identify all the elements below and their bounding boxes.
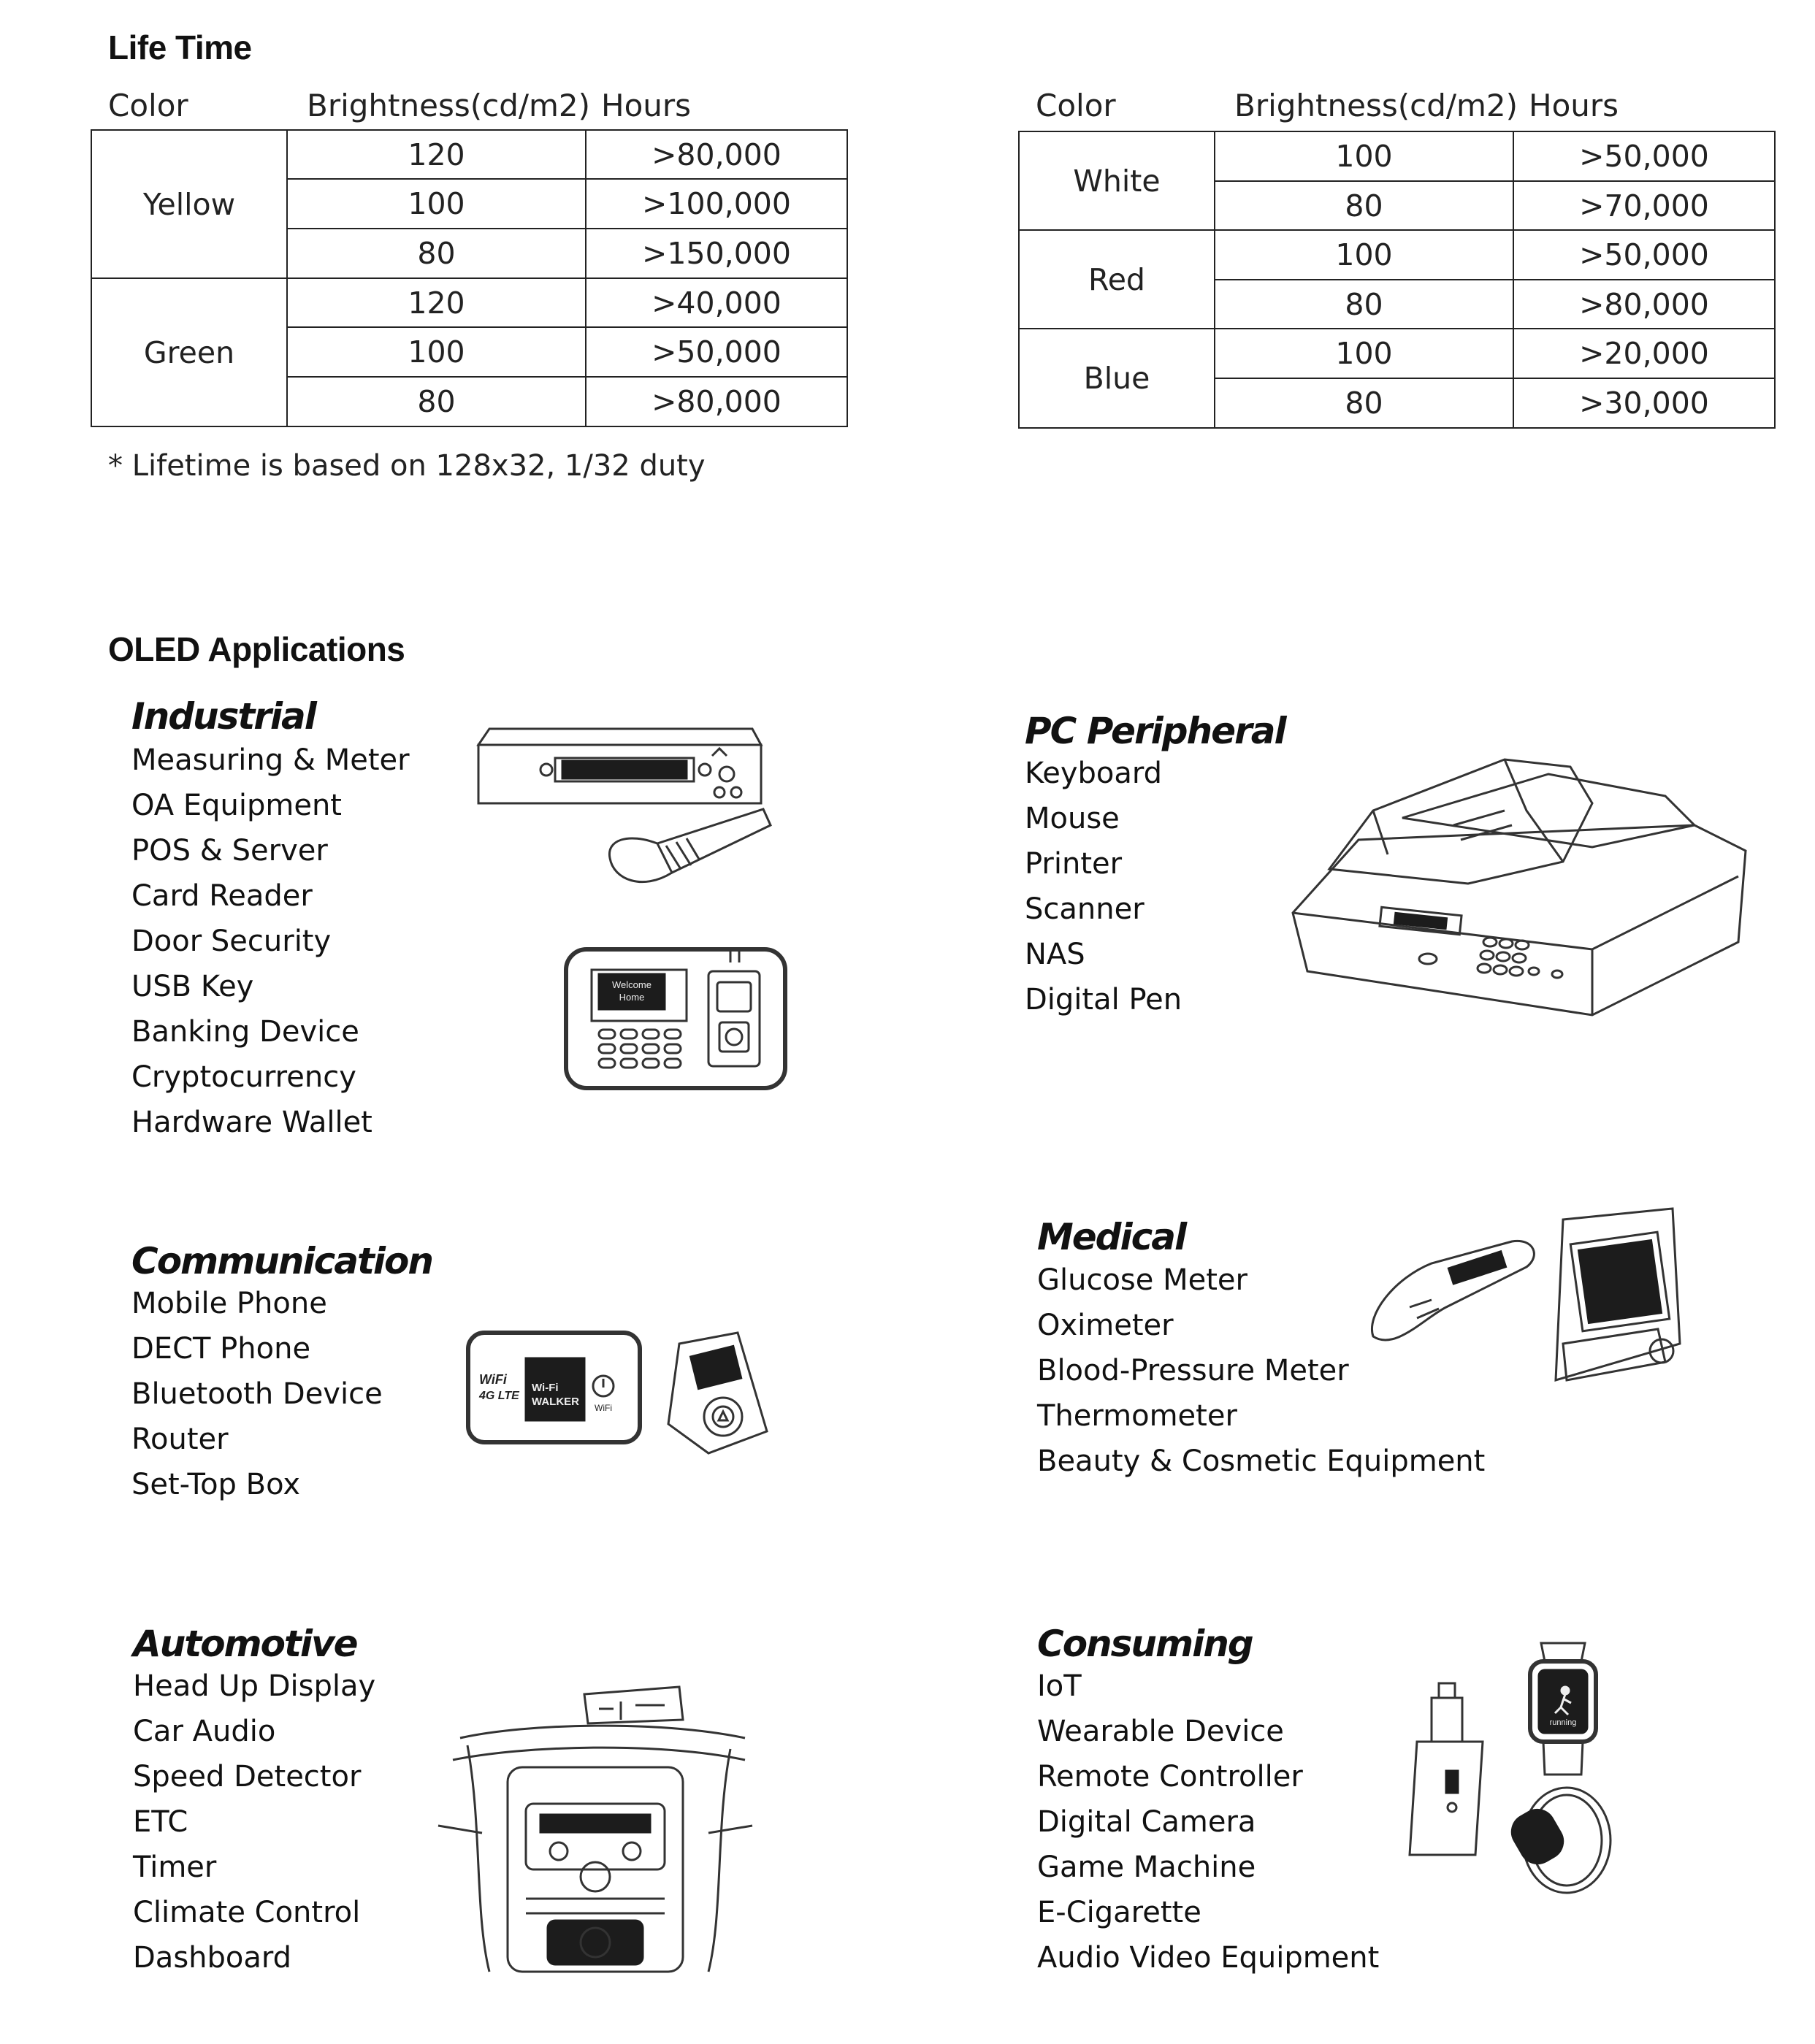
- list-item: Router: [131, 1423, 229, 1456]
- car-dashboard-illustration: [438, 1680, 752, 1979]
- attendance-screen-line2: Home: [619, 992, 645, 1003]
- list-item: Glucose Meter: [1037, 1263, 1247, 1297]
- fitness-band-illustration: [1497, 1782, 1614, 1899]
- table-row: [91, 278, 847, 327]
- hours-cell: >50,000: [1513, 131, 1775, 181]
- list-item: Digital Pen: [1025, 983, 1182, 1017]
- hours-cell: >50,000: [586, 327, 847, 377]
- list-item: Banking Device: [131, 1015, 359, 1049]
- list-item: Car Audio: [133, 1715, 276, 1748]
- brightness-cell: 80: [287, 377, 586, 426]
- left-header-hours: Hours: [601, 88, 692, 123]
- attendance-screen-line1: Welcome: [612, 979, 652, 990]
- hours-cell: >150,000: [586, 229, 847, 278]
- scanner-illustration: [1285, 730, 1753, 1022]
- list-item: Head Up Display: [133, 1669, 376, 1703]
- applications-title: OLED Applications: [108, 630, 405, 668]
- list-item: Audio Video Equipment: [1037, 1941, 1380, 1975]
- color-cell: Green: [91, 278, 287, 426]
- wireless-microphone-illustration: [475, 723, 789, 906]
- brightness-cell: 100: [1215, 329, 1513, 378]
- watch-screen-label: running: [1549, 1718, 1577, 1727]
- hours-cell: >70,000: [1513, 181, 1775, 230]
- communication-list: [131, 1281, 383, 1507]
- category-consuming: Consuming: [1037, 1623, 1253, 1665]
- brightness-cell: 120: [287, 278, 586, 327]
- list-item: IoT: [1037, 1669, 1082, 1703]
- lifetime-note: * Lifetime is based on 128x32, 1/32 duty: [108, 449, 706, 483]
- oximeter-illustration: [1534, 1205, 1687, 1395]
- lifetime-table-right: [1018, 131, 1776, 429]
- list-item: Hardware Wallet: [131, 1106, 372, 1139]
- category-pc-peripheral: PC Peripheral: [1025, 710, 1285, 752]
- hours-cell: >20,000: [1513, 329, 1775, 378]
- list-item: Set-Top Box: [131, 1468, 301, 1501]
- list-item: Bluetooth Device: [131, 1377, 383, 1411]
- color-cell: Blue: [1019, 329, 1215, 428]
- brightness-cell: 100: [287, 179, 586, 229]
- color-cell: Red: [1019, 230, 1215, 329]
- list-item: Remote Controller: [1037, 1760, 1303, 1794]
- router-label-wifi: WiFi: [479, 1372, 507, 1387]
- list-item: E-Cigarette: [1037, 1896, 1201, 1929]
- dect-handset-illustration: [657, 1329, 774, 1461]
- list-item: Climate Control: [133, 1896, 361, 1929]
- right-header-brightness: Brightness(cd/m2): [1234, 88, 1518, 123]
- list-item: Dashboard: [133, 1941, 292, 1975]
- list-item: Cryptocurrency: [131, 1060, 356, 1094]
- brightness-cell: 100: [1215, 131, 1513, 181]
- list-item: Speed Detector: [133, 1760, 362, 1794]
- color-cell: Yellow: [91, 130, 287, 278]
- list-item: DECT Phone: [131, 1332, 311, 1366]
- list-item: Scanner: [1025, 892, 1145, 926]
- list-item: Blood-Pressure Meter: [1037, 1354, 1349, 1387]
- category-industrial: Industrial: [131, 695, 316, 738]
- table-row: [1019, 329, 1775, 378]
- attendance-terminal-illustration: [562, 942, 796, 1095]
- automotive-list: [133, 1664, 375, 1980]
- list-item: Measuring & Meter: [131, 743, 410, 777]
- consuming-list: [1037, 1664, 1379, 1980]
- list-item: Wearable Device: [1037, 1715, 1284, 1748]
- wifi-router-illustration: [465, 1329, 647, 1446]
- category-communication: Communication: [131, 1240, 432, 1282]
- list-item: POS & Server: [131, 834, 328, 868]
- lifetime-title: Life Time: [108, 28, 252, 66]
- hours-cell: >40,000: [586, 278, 847, 327]
- left-header-brightness: Brightness(cd/m2): [307, 88, 591, 123]
- list-item: Mouse: [1025, 802, 1120, 835]
- brightness-cell: 120: [287, 130, 586, 179]
- router-label-button: WiFi: [595, 1403, 612, 1413]
- brightness-cell: 100: [287, 327, 586, 377]
- industrial-list: [131, 738, 410, 1145]
- hours-cell: >80,000: [586, 377, 847, 426]
- list-item: Beauty & Cosmetic Equipment: [1037, 1444, 1486, 1478]
- list-item: Mobile Phone: [131, 1287, 327, 1320]
- hours-cell: >30,000: [1513, 378, 1775, 428]
- list-item: OA Equipment: [131, 789, 342, 822]
- list-item: ETC: [133, 1805, 188, 1839]
- list-item: Digital Camera: [1037, 1805, 1256, 1839]
- hours-cell: >80,000: [1513, 280, 1775, 329]
- list-item: Timer: [133, 1850, 217, 1884]
- left-header-color: Color: [108, 88, 188, 123]
- brightness-cell: 100: [1215, 230, 1513, 280]
- brightness-cell: 80: [1215, 181, 1513, 230]
- smartwatch-illustration: [1523, 1643, 1603, 1775]
- brightness-cell: 80: [1215, 378, 1513, 428]
- e-cigarette-illustration: [1402, 1680, 1497, 1869]
- brightness-cell: 80: [1215, 280, 1513, 329]
- hours-cell: >50,000: [1513, 230, 1775, 280]
- table-row: [91, 130, 847, 179]
- router-screen-line1: Wi-Fi: [532, 1382, 559, 1394]
- hours-cell: >100,000: [586, 179, 847, 229]
- brightness-cell: 80: [287, 229, 586, 278]
- list-item: USB Key: [131, 970, 254, 1003]
- right-header-hours: Hours: [1529, 88, 1619, 123]
- thermometer-illustration: [1366, 1227, 1541, 1351]
- color-cell: White: [1019, 131, 1215, 230]
- list-item: NAS: [1025, 938, 1085, 971]
- table-row: [1019, 230, 1775, 280]
- list-item: Game Machine: [1037, 1850, 1256, 1884]
- router-screen-line2: WALKER: [532, 1396, 579, 1408]
- lifetime-table-left: [91, 129, 848, 427]
- router-label-4g: 4G LTE: [479, 1390, 519, 1402]
- list-item: Thermometer: [1037, 1399, 1237, 1433]
- list-item: Oximeter: [1037, 1309, 1174, 1342]
- pc-peripheral-list: [1025, 751, 1182, 1022]
- right-header-color: Color: [1036, 88, 1116, 123]
- list-item: Keyboard: [1025, 757, 1163, 790]
- list-item: Door Security: [131, 925, 332, 958]
- table-row: [1019, 131, 1775, 181]
- hours-cell: >80,000: [586, 130, 847, 179]
- category-automotive: Automotive: [133, 1623, 357, 1665]
- category-medical: Medical: [1037, 1216, 1186, 1258]
- list-item: Printer: [1025, 847, 1123, 881]
- list-item: Card Reader: [131, 879, 313, 913]
